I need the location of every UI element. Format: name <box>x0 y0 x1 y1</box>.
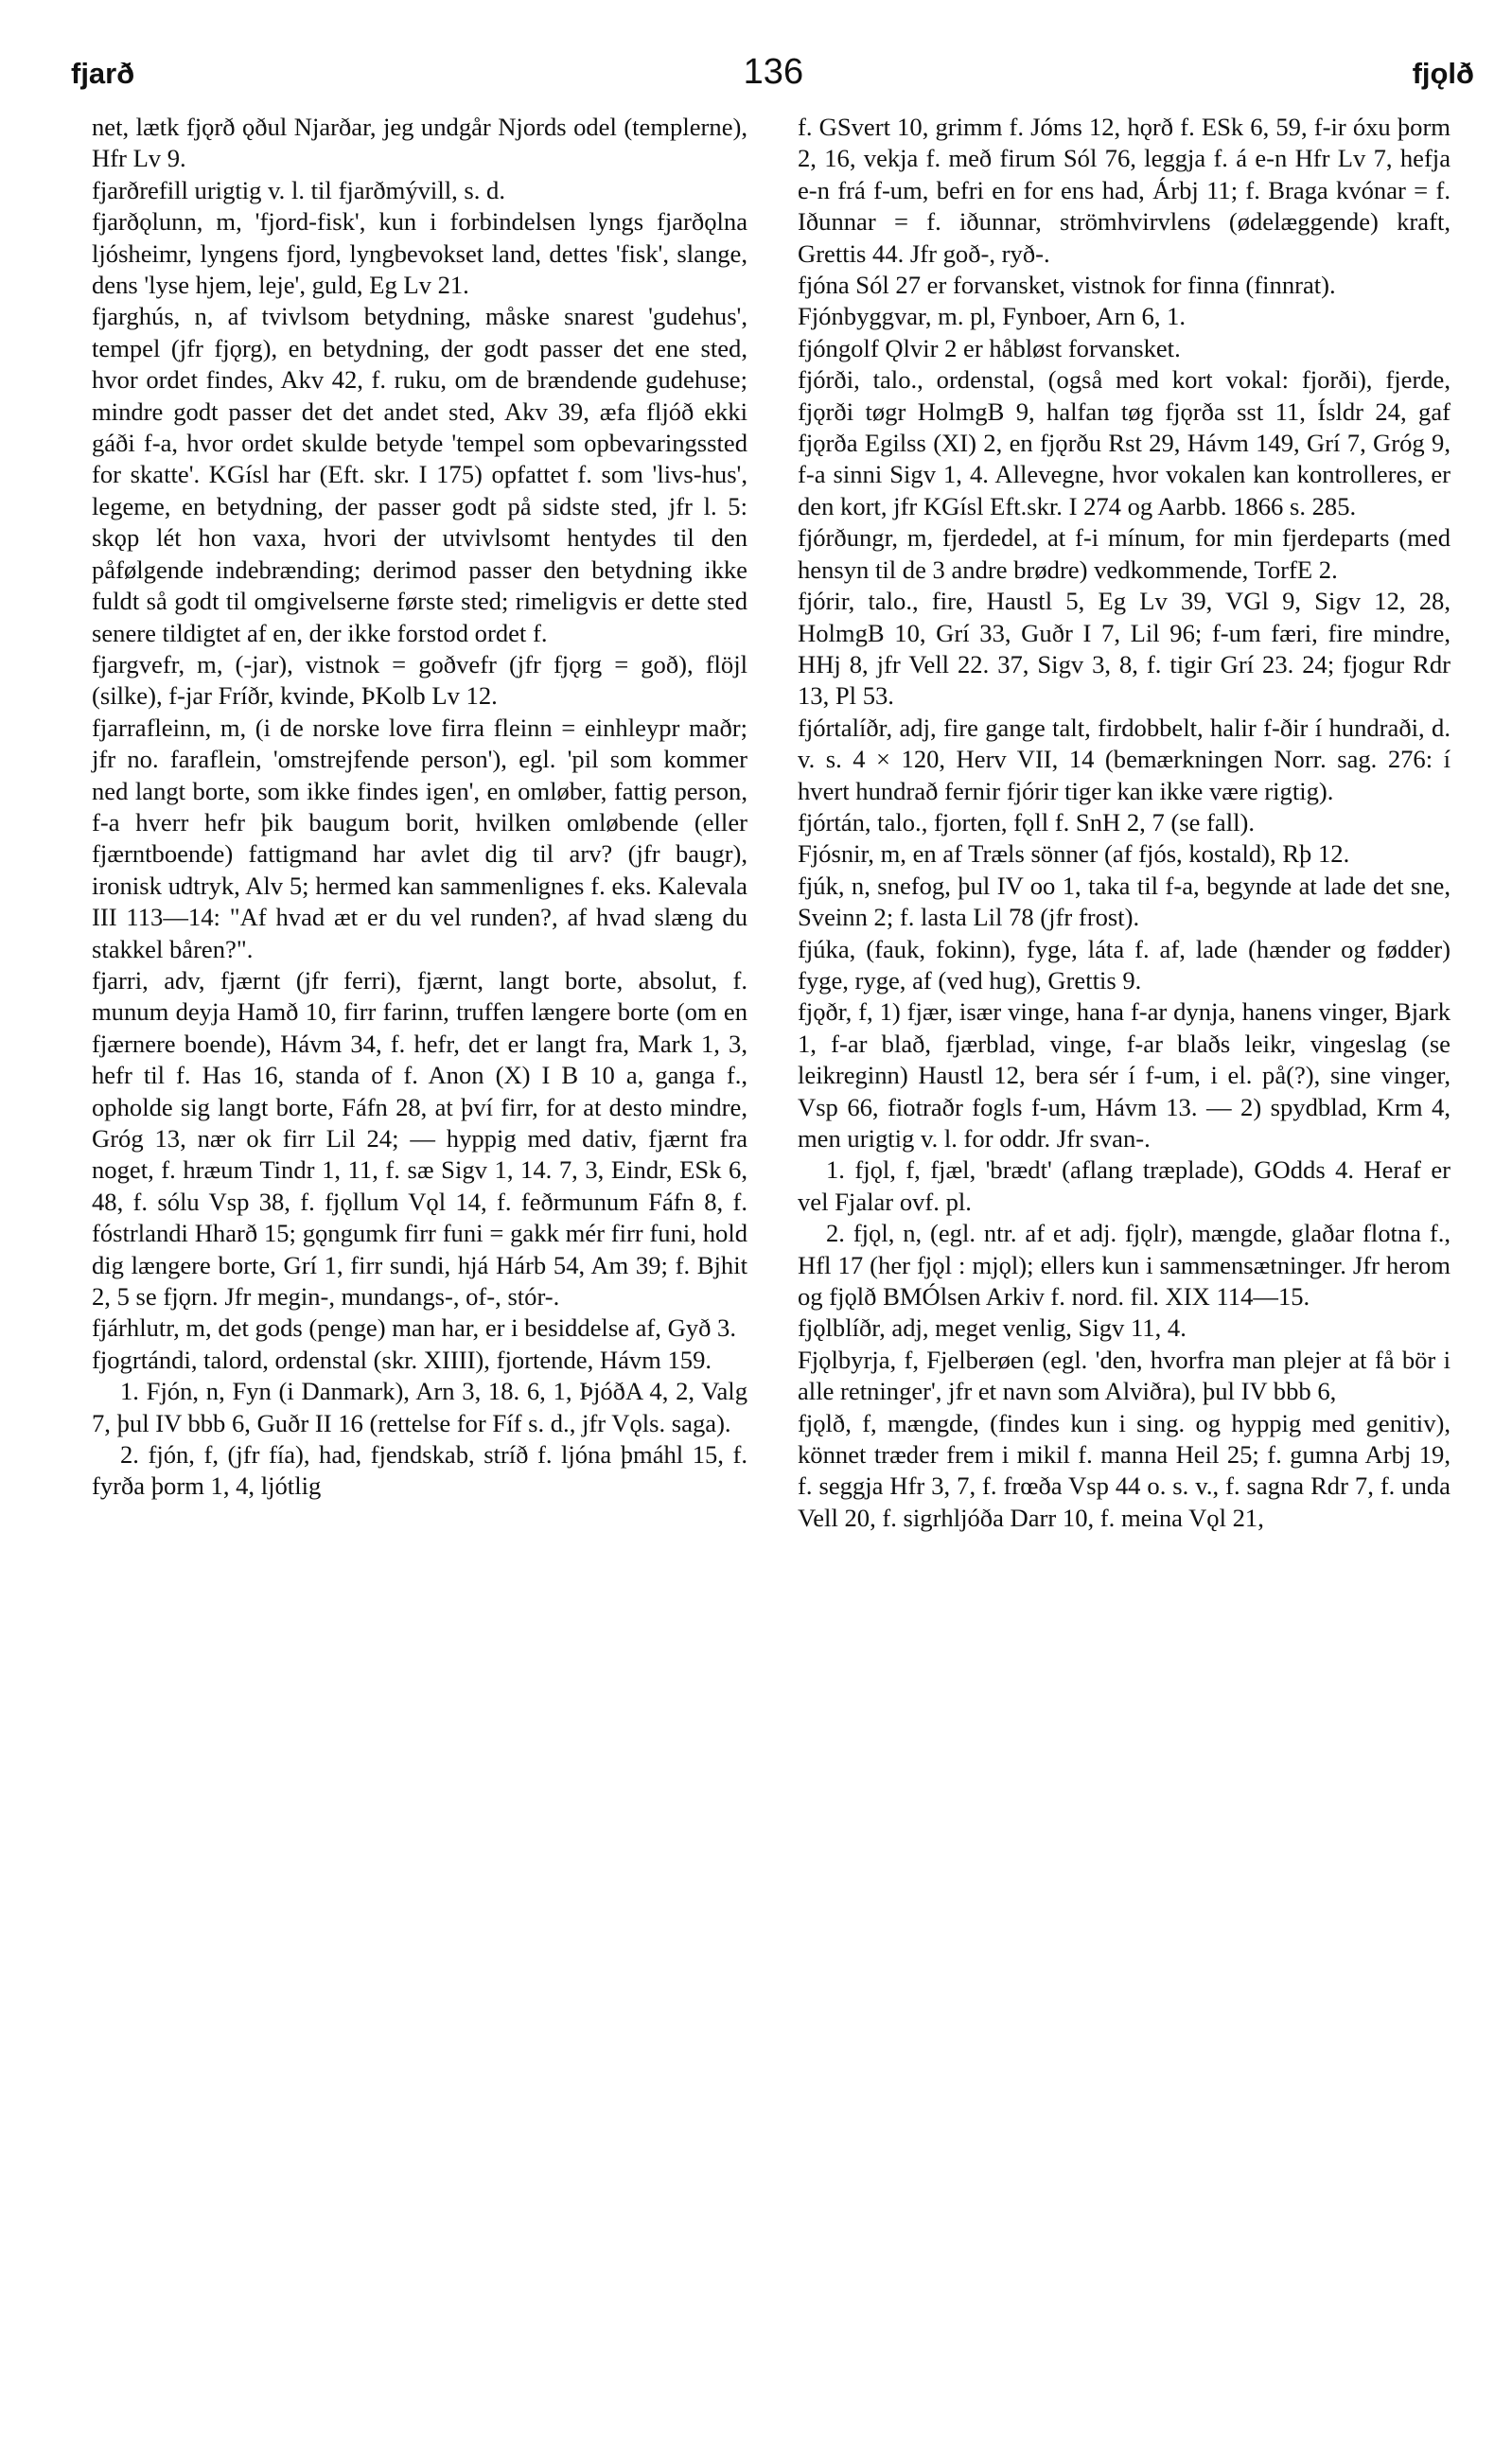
entry-fjortan: fjórtán, talo., fjorten, fǫll f. SnH 2, 7 (se fall). <box>798 807 1255 837</box>
entry-fjortalidr: fjórtalíðr, adj, fire gange talt, firdobbelt, halir f-ðir í hundraði, d. v. s. 4 × 120, Herv VII, 14 (bemærkningen Norr. sag. 276: í hvert hundrað fernir fjórir tiger kan ikke være rigtig). <box>798 713 1450 805</box>
entry-fjardolunn: fjarðǫlunn, m, 'fjord-fisk', kun i forbindelsen lyngs fjarðǫlna ljósheimr, lyngens fjord, lyngbevokset land, dettes 'fisk', slange, dens 'lyse hjem, leje', guld, Eg Lv 21. <box>92 207 747 300</box>
entry-fjol-1: 1. fjǫl, f, fjæl, 'brædt' (aflang træplade), GOdds 4. Heraf er vel Fjalar ovf. pl. <box>798 1155 1450 1216</box>
entry-fjolbyrja: Fjǫlbyrja, f, Fjelberøen (egl. 'den, hvorfra man plejer at få bör i alle retninger', jfr et navn som Alviðra), þul IV bbb 6, <box>798 1345 1450 1406</box>
entry-fjarri: fjarri, adv, fjærnt (jfr ferri), fjærnt, langt borte, absolut, f. munum deyja Hamð 10, firr farinn, truffen længere borte (om en fjærnere boende), Hávm 34, f. hefr, det er langt fra, Mark 1, 3, hefr til f. Has 16, standa of f. Anon (X) I B 10 a, ganga f., opholde sig langt borte, Fáfn 28, at því firr, for at desto mindre, Gróg 13, nær ok firr Lil 24; — hyppig med dativ, fjærnt fra noget, f. hræum Tindr 1, 11, f. sæ Sigv 1, 14. 7, 3, Eindr, ESk 6, 48, f. sólu Vsp 38, f. fjǫllum Vǫl 14, f. feðrmunum Fáfn 8, f. fóstrlandi Hharð 15; gǫngumk firr funi = gakk mér firr funi, hold dig længere borte, Grí 1, firr sundi, hjá Hárb 54, Am 39; f. Bjhit 2, 5 se fjǫrn. Jfr megin-, mundangs-, of-, stór-. <box>92 965 747 1312</box>
entry-fjonbyggvar: Fjónbyggvar, m. pl, Fynboer, Arn 6, 1. <box>798 302 1187 331</box>
entry-fjon-2: 2. fjón, f, (jfr fía), had, fjendskab, stríð f. ljóna þmáhl 15, f. fyrða þorm 1, 4, ljótlig <box>92 1440 747 1501</box>
entry-fjogrtandi: fjogrtándi, talord, ordenstal (skr. XIIII), fjortende, Hávm 159. <box>92 1345 712 1374</box>
entry-fjodr: fjǫðr, f, 1) fjær, især vinge, hana f-ar dynja, hanens vinger, Bjark 1, f-ar blað, fjærblad, vinge, f-ar blaðs leikr, vingeslag (se leikreginn) Haustl 12, bera sér í f-um, i el. på(?), sine vinger, Vsp 66, fiotraðr fogls f-um, Hávm 13. — 2) spydblad, Krm 4, men urigtig v. l. for oddr. Jfr svan-. <box>798 997 1450 1153</box>
entry-fjordungr: fjórðungr, m, fjerdedel, at f-i mínum, for min fjerdeparts (med hensyn til de 3 andre brødre) vedkommende, TorfE 2. <box>798 523 1450 584</box>
entry-fjarghus: fjarghús, n, af tvivlsom betydning, måske snarest 'gudehus', tempel (jfr fjǫrg), en betydning, der godt passer det ene sted, hvor ordet findes, Akv 42, f. ruku, om de brændende gudehuse; mindre godt passer det det andet sted, Akv 39, æfa fljóð ekki gáði f-a, hvor ordet skulde betyde 'tempel som opbevaringssted for skatte'. KGísl har (Eft. skr. I 175) opfattet f. som 'livs-hus', legeme, en betydning, der passer godt på sidste sted, jfr l. 5: skǫp lét hon vaxa, hvori der utvivlsomt hentydes til den påfølgende indebrænding; derimod passer den betydning ikke fuldt så godt til omgivelserne første sted; rimeligvis er dette sted senere tildigtet af en, der ikke forstod ordet f. <box>92 302 747 647</box>
entry-fjold: fjǫlð, f, mængde, (findes kun i sing. og hyppig med genitiv), könnet træder frem i mikil f. manna Heil 25; f. gumna Arbj 19, f. seggja Hfr 3, 7, f. frœða Vsp 44 o. s. v., f. sagna Rdr 7, f. unda Vell 20, f. sigrhljóða Darr 10, f. meina Vǫl 21, <box>798 1408 1450 1532</box>
entry-fjona: fjóna Sól 27 er forvansket, vistnok for finna (finnrat). <box>798 271 1336 300</box>
entry-fjarhlutr: fjárhlutr, m, det gods (penge) man har, er i besiddelse af, Gyð 3. <box>92 1313 736 1343</box>
entry-fjongolf: fjóngolf Ǫlvir 2 er håbløst forvansket. <box>798 333 1181 362</box>
entry-fjuka: fjúka, (fauk, fokinn), fyge, láta f. af, lade (hænder og fødder) fyge, ryge, af (ved hug), Grettis 9. <box>798 934 1450 995</box>
entry-fjon-continued: f. GSvert 10, grimm f. Jóms 12, hǫrð f. ESk 6, 59, f-ir óxu þorm 2, 16, vekja f. með firum Sól 76, leggja f. á e-n Hfr Lv 7, hefja e-n frá f-um, befri en for ens had, Árbj 11; f. Braga kvónar = f. Iðunnar = f. iðunnar, strömhvirvlens (ødelæggende) kraft, Grettis 44. Jfr goð-, ryð-. <box>798 113 1450 268</box>
entry-fjargvefr: fjargvefr, m, (-jar), vistnok = goðvefr (jfr fjǫrg = goð), flöjl (silke), f-jar Fríðr, kvinde, ÞKolb Lv 12. <box>92 649 747 711</box>
entry-fjordi: fjórði, talo., ordenstal, (også med kort vokal: fjorði), fjerde, fjǫrði tøgr HolmgB 9, halfan tøg fjǫrða sst 11, Ísldr 24, gaf fjǫrða Egilss (XI) 2, en fjǫrðu Rst 29, Hávm 149, Grí 7, Gróg 9, f-a sinni Sigv 1, 4. Allevegne, hvor vokalen kan kontrolleres, er den kort, jfr KGísl Eft.skr. I 274 og Aarbb. 1866 s. 285. <box>798 365 1450 520</box>
page-header <box>71 52 1474 99</box>
entry-fjon-1: 1. Fjón, n, Fyn (i Danmark), Arn 3, 18. 6, 1, ÞjóðA 4, 2, Valg 7, þul IV bbb 6, Guðr II 16 (rettelse for Fíf s. d., jfr Vǫls. saga). <box>92 1377 747 1437</box>
left-guide-word: fjarð <box>71 57 135 90</box>
right-guide-word: fjǫlð <box>1412 57 1474 90</box>
entry-fjorir: fjórir, talo., fire, Haustl 5, Eg Lv 39, VGl 9, Sigv 12, 28, HolmgB 10, Grí 33, Guðr I 7, Lil 96; f-um færi, fire mindre, HHj 8, jfr Vell 22. 37, Sigv 3, 8, f. tigir Grí 23. 24; fjogur Rdr 13, Pl 53. <box>798 587 1450 711</box>
entry-fjuk: fjúk, n, snefog, þul IV oo 1, taka til f-a, begynde at lade det sne, Sveinn 2; f. lasta Lil 78 (jfr frost). <box>798 871 1450 932</box>
entry-fjardrefill: fjarðrefill urigtig v. l. til fjarðmývill, s. d. <box>92 175 505 204</box>
page-number: 136 <box>743 52 804 92</box>
entry-fjol-2: 2. fjǫl, n, (egl. ntr. af et adj. fjǫlr), mængde, glaðar flotna f., Hfl 17 (her fjǫl : mjǫl); ellers kun i sammensætninger. Jfr herom og fjǫlð BMÓlsen Arkiv f. nord. fil. XIX 114—15. <box>798 1219 1450 1312</box>
entry-fragment-net: net, lætk fjǫrð ǫðul Njarðar, jeg undgår Njords odel (templerne), Hfr Lv 9. <box>92 113 747 173</box>
left-column <box>92 112 747 1503</box>
entry-fjarrafleinn: fjarrafleinn, m, (i de norske love firra fleinn = einhleypr maðr; jfr no. faraflein, 'omstrejfende person'), egl. 'pil som kommer ned langt borte, som ikke findes igen', en omløber, fattig person, f-a hverr hefr þik baugum borit, hvilken omløbende (eller fjærntboende) fattigmand har avlet dig til arv? (jfr baugr), ironisk udtryk, Alv 5; hermed kan sammenlignes f. eks. Kalevala III 113—14: "Af hvad æt er du vel runden?, af hvad slæng du stakkel båren?". <box>92 713 747 963</box>
entry-fjosnir: Fjósnir, m, en af Træls sönner (af fjós, kostald), Rþ 12. <box>798 839 1350 869</box>
entry-fjolblidr: fjǫlblíðr, adj, meget venlig, Sigv 11, 4. <box>798 1313 1187 1343</box>
right-column <box>798 112 1450 1534</box>
